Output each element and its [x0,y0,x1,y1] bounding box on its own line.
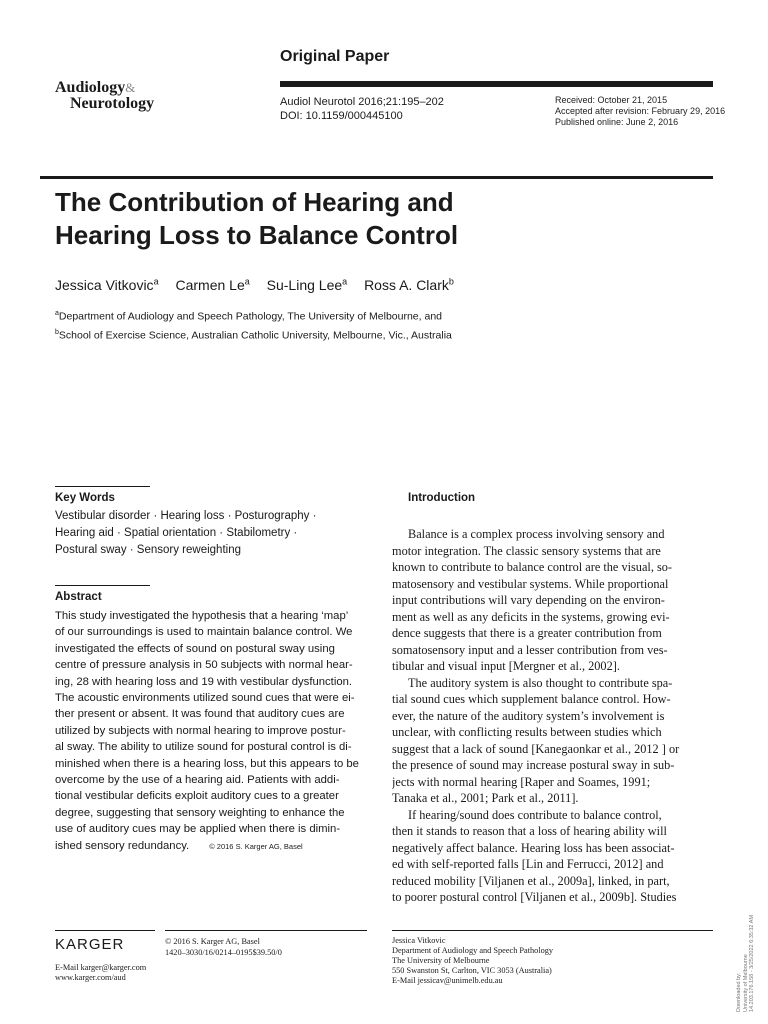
author-name: Su-Ling Lee [266,276,343,293]
keywords-heading: Key Words [55,492,115,504]
abstract-line: degree, suggesting that sensory weighting to enhance the [55,806,345,819]
footer-rule [165,930,367,931]
title-line: The Contribution of Hearing and [55,187,454,217]
introduction-line: Balance is a complex process involving sensory and [408,527,665,541]
introduction-line: somatosensory input and a lesser contribution from ves- [392,642,668,657]
introduction-line: unclear, with conflicting results between studies which [392,725,662,739]
author-name: Carmen Le [175,276,245,293]
publisher-logo: KARGER [55,936,125,953]
introduction-line: Tanaka et al., 2001; Park et al., 2011]. [392,791,579,805]
accepted-date: Accepted after revision: February 29, 2016 [555,106,726,116]
affiliation [55,306,452,325]
published-date: Published online: June 2, 2016 [555,117,679,127]
introduction-line: If hearing/sound does contribute to balance control, [408,807,662,822]
download-watermark [736,915,756,1012]
introduction-line: jects with normal hearing [Raper and Soames, 1991; [392,774,651,789]
affiliation-text: Department of Audiology and Speech Pathology, The University of Melbourne, and [58,310,443,323]
correspondence-address [392,936,553,986]
abstract-line: use of auditory cues may be applied when there is dimin- [55,823,341,836]
issn-line: 1420–3030/16/0214–0195$39.50/0 [165,948,282,957]
header-rule [280,81,713,87]
introduction-line: to poorer postural control [Viljanen et al., 2009b]. Studies [392,890,677,904]
journal-logo-line1: Audiology [55,79,126,96]
title-rule [40,176,713,179]
abstract-heading: Abstract [55,591,102,603]
abstract-line: tional vestibular deficits exploit auditory cues to a greater [55,790,339,803]
doi[interactable]: DOI: 10.1159/000445100 [280,110,403,122]
abstract-rule [55,585,150,586]
abstract-line: ther present or absent. It was found that auditory cues are [55,708,345,721]
footer-rule [55,930,155,931]
abstract-copyright: © 2016 S. Karger AG, Basel [209,841,303,851]
affiliation-marker: b [55,328,59,336]
introduction-line: suggest that a lack of sound [Kanegaonkar et al., 2012 ] or [392,741,680,756]
abstract-last-line [55,838,377,855]
abstract-line: of our surroundings is used to maintain balance control. We [55,626,353,639]
keywords-line: Hearing aid · Spatial orientation · Stabilometry · [55,527,298,539]
citation: Audiol Neurotol 2016;21:195–202 [280,96,444,108]
author [267,277,348,293]
title-line: Hearing Loss to Balance Control [55,220,459,250]
received-date: Received: October 21, 2015 [555,95,668,105]
watermark-line: Downloaded by: [736,972,742,1012]
abstract-line: investigated the effects of sound on postural sway using [55,642,335,655]
author-affil-marker: a [244,276,250,286]
keywords-line: Vestibular disorder · Hearing loss · Posturography · [55,510,317,522]
journal-logo-line2: Neurotology [70,95,155,112]
watermark-line: University of Melbourne [742,954,749,1012]
keywords-rule [55,486,150,487]
affiliations [55,306,452,343]
author-list [55,276,467,293]
introduction-line: motor integration. The classic sensory systems that are [392,543,661,558]
introduction-line: input contributions will vary depending on the environ- [392,593,665,607]
copyright-line: © 2016 S. Karger AG, Basel [165,937,260,946]
keywords-list [55,508,316,559]
abstract-line: centre of pressure analysis in 50 subjects with normal hear- [55,659,353,672]
journal-logo [55,80,154,112]
abstract-line: overcome by the use of a hearing aid. Patients with addi- [55,774,340,787]
author [55,277,159,293]
introduction-line: then it stands to reason that a loss of hearing ability will [392,824,667,838]
keywords-line: Postural sway · Sensory reweighting [55,544,241,556]
corr-university: The University of Melbourne [392,956,490,965]
introduction-line: matosensory and vestibular systems. While proportional [392,576,669,591]
affiliation-marker: a [55,310,59,317]
introduction-line: dence suggests that there is a greater contribution from [392,626,662,640]
publisher-contact [55,963,146,983]
abstract-line: This study investigated the hypothesis that a hearing ‘map’ [55,610,349,622]
author [175,277,249,293]
affiliation [55,325,452,344]
author [364,277,454,293]
article-title [55,186,615,252]
publication-dates [555,95,725,128]
corr-email[interactable]: E-Mail jessicav@unimelb.edu.au [392,976,503,985]
footer-copyright [165,936,282,958]
corr-dept: Department of Audiology and Speech Pathology [392,946,554,955]
corr-name: Jessica Vitkovic [392,936,446,945]
introduction-line: tial sound cues which supplement balance control. How- [392,692,671,706]
watermark-line: 14.203.176.158 - 3/25/2022 6:35:32 AM [749,915,755,1012]
corr-address: 550 Swanston St, Carlton, VIC 3053 (Australia) [392,966,552,975]
introduction-line: reduced mobility [Viljanen et al., 2009a], linked, in part, [392,873,670,888]
journal-logo-amp: & [125,80,136,95]
introduction-body [392,526,713,906]
footer-rule [392,930,713,931]
author-affil-marker: a [342,276,348,286]
affiliation-text: School of Exercise Science, Australian Catholic University, Melbourne, Vic., Australia [58,329,452,341]
journal-reference [280,95,444,123]
abstract-line-text: ished sensory redundancy. [55,839,190,852]
author-affil-marker: a [153,276,159,286]
author-name: Jessica Vitkovic [55,276,154,293]
introduction-line: known to contribute to balance control are the visual, so- [392,560,673,574]
publisher-email[interactable]: E-Mail karger@karger.com [55,963,147,972]
introduction-line: the presence of sound may increase postural sway in sub- [392,758,675,772]
abstract-line: al sway. The ability to utilize sound for postural control is di- [55,741,352,754]
introduction-line: negatively affect balance. Hearing loss has been associat- [392,840,675,855]
abstract-line: utilized by subjects with normal hearing to improve postur- [55,724,346,737]
introduction-line: The auditory system is also thought to contribute spa- [408,675,673,690]
author-name: Ross A. Clark [364,276,449,293]
abstract-line: ing, 28 with hearing loss and 19 with vestibular dysfunction. [55,675,353,688]
publisher-website[interactable]: www.karger.com/aud [55,973,126,982]
abstract-body [55,608,377,855]
paper-type: Original Paper [280,48,390,65]
introduction-line: ment as well as any deficits in the systems, growing evi- [392,609,670,624]
introduction-line: ever, the nature of the auditory system’s involvement is [392,708,665,723]
abstract-line: minished when there is a hearing loss, but this appears to be [55,757,359,770]
author-affil-marker: b [448,276,454,286]
introduction-heading: Introduction [408,492,476,504]
introduction-line: tibular and visual input [Mergner et al., 2002]. [392,659,620,673]
introduction-line: ed with self-reported falls [Lin and Ferrucci, 2012] and [392,857,664,871]
abstract-line: The acoustic environments utilized sound cues that were ei- [55,692,355,705]
